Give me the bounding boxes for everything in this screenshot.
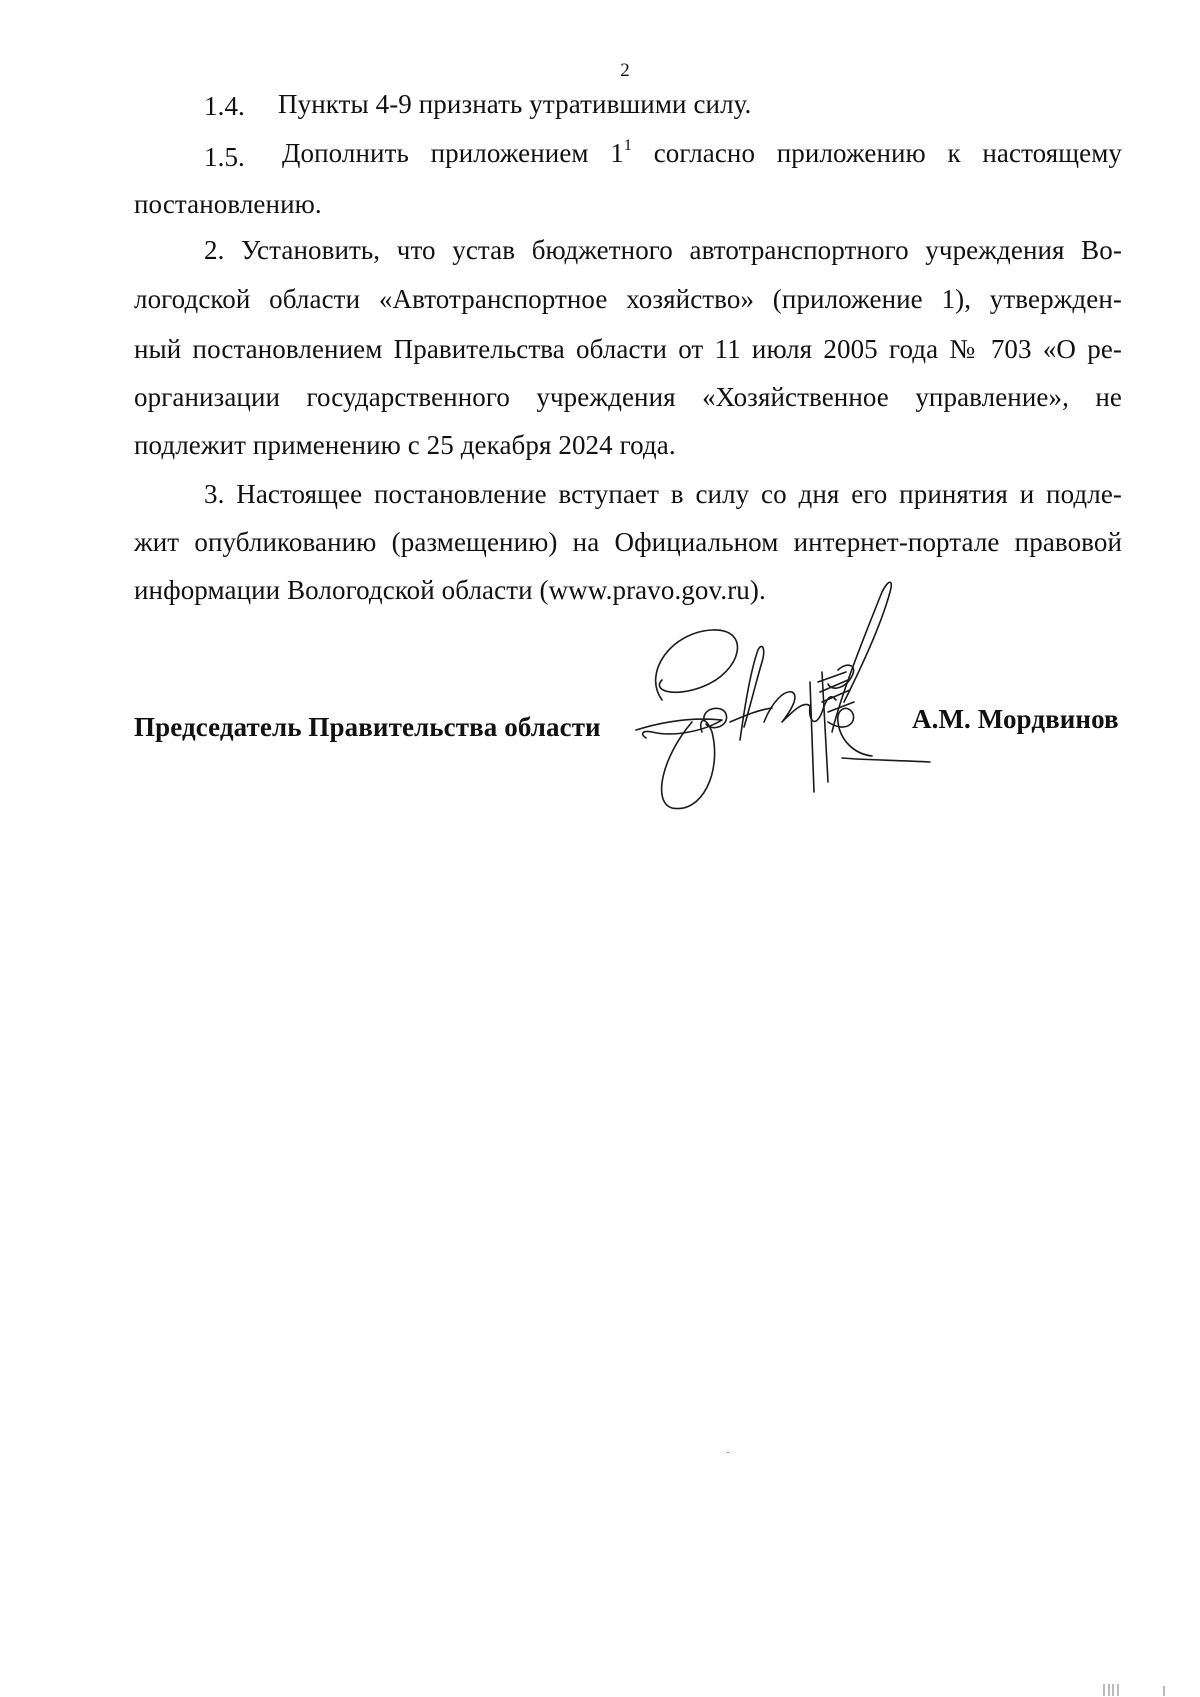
item-1-5-continuation: постановлению.	[134, 189, 322, 219]
paragraph-2-line-3: ный постановлением Правительства области от 11 июля 2005 года № 703 «О ре-	[134, 334, 1122, 364]
scan-dot	[727, 1452, 729, 1453]
signer-name: А.М. Мордвинов	[912, 704, 1119, 734]
item-1-4-text: Пункты 4-9 признать утратившими силу.	[278, 89, 752, 119]
item-1-5-text	[282, 137, 1122, 169]
paragraph-3-line-2: жит опубликованию (размещению) на Официальном интернет-портале правовой	[134, 527, 1122, 557]
item-1-5-number: 1.5.	[204, 142, 245, 172]
page-number: 2	[620, 60, 630, 81]
paragraph-2-line-5: подлежит применению с 25 декабря 2024 года.	[134, 430, 676, 460]
item-1-5-text-before: Дополнить приложением $1^1$	[282, 137, 633, 168]
signer-position-title: Председатель Правительства области	[134, 712, 601, 742]
paragraph-2-line-2: логодской области «Автотранспортное хозяйство» (приложение 1), утвержден-	[134, 284, 1122, 314]
item-1-4-number: 1.4.	[204, 91, 245, 121]
paragraph-3-line-3: информации Вологодской области (www.pravo.gov.ru).	[134, 575, 766, 605]
item-1-5-text-after: согласно приложению к настоящему	[653, 138, 1123, 168]
paragraph-2-line-1: 2. Установить, что устав бюджетного автотранспортного учреждения Во-	[204, 235, 1122, 265]
paragraph-2-line-4: организации государственного учреждения «Хозяйственное управление», не	[134, 382, 1122, 412]
paragraph-3-line-1: 3. Настоящее постановление вступает в силу со дня его принятия и подле-	[204, 479, 1122, 509]
item-1-5-superscript: 1	[623, 137, 633, 154]
handwritten-signature	[632, 572, 932, 812]
scan-edge-marks	[1100, 1682, 1170, 1697]
